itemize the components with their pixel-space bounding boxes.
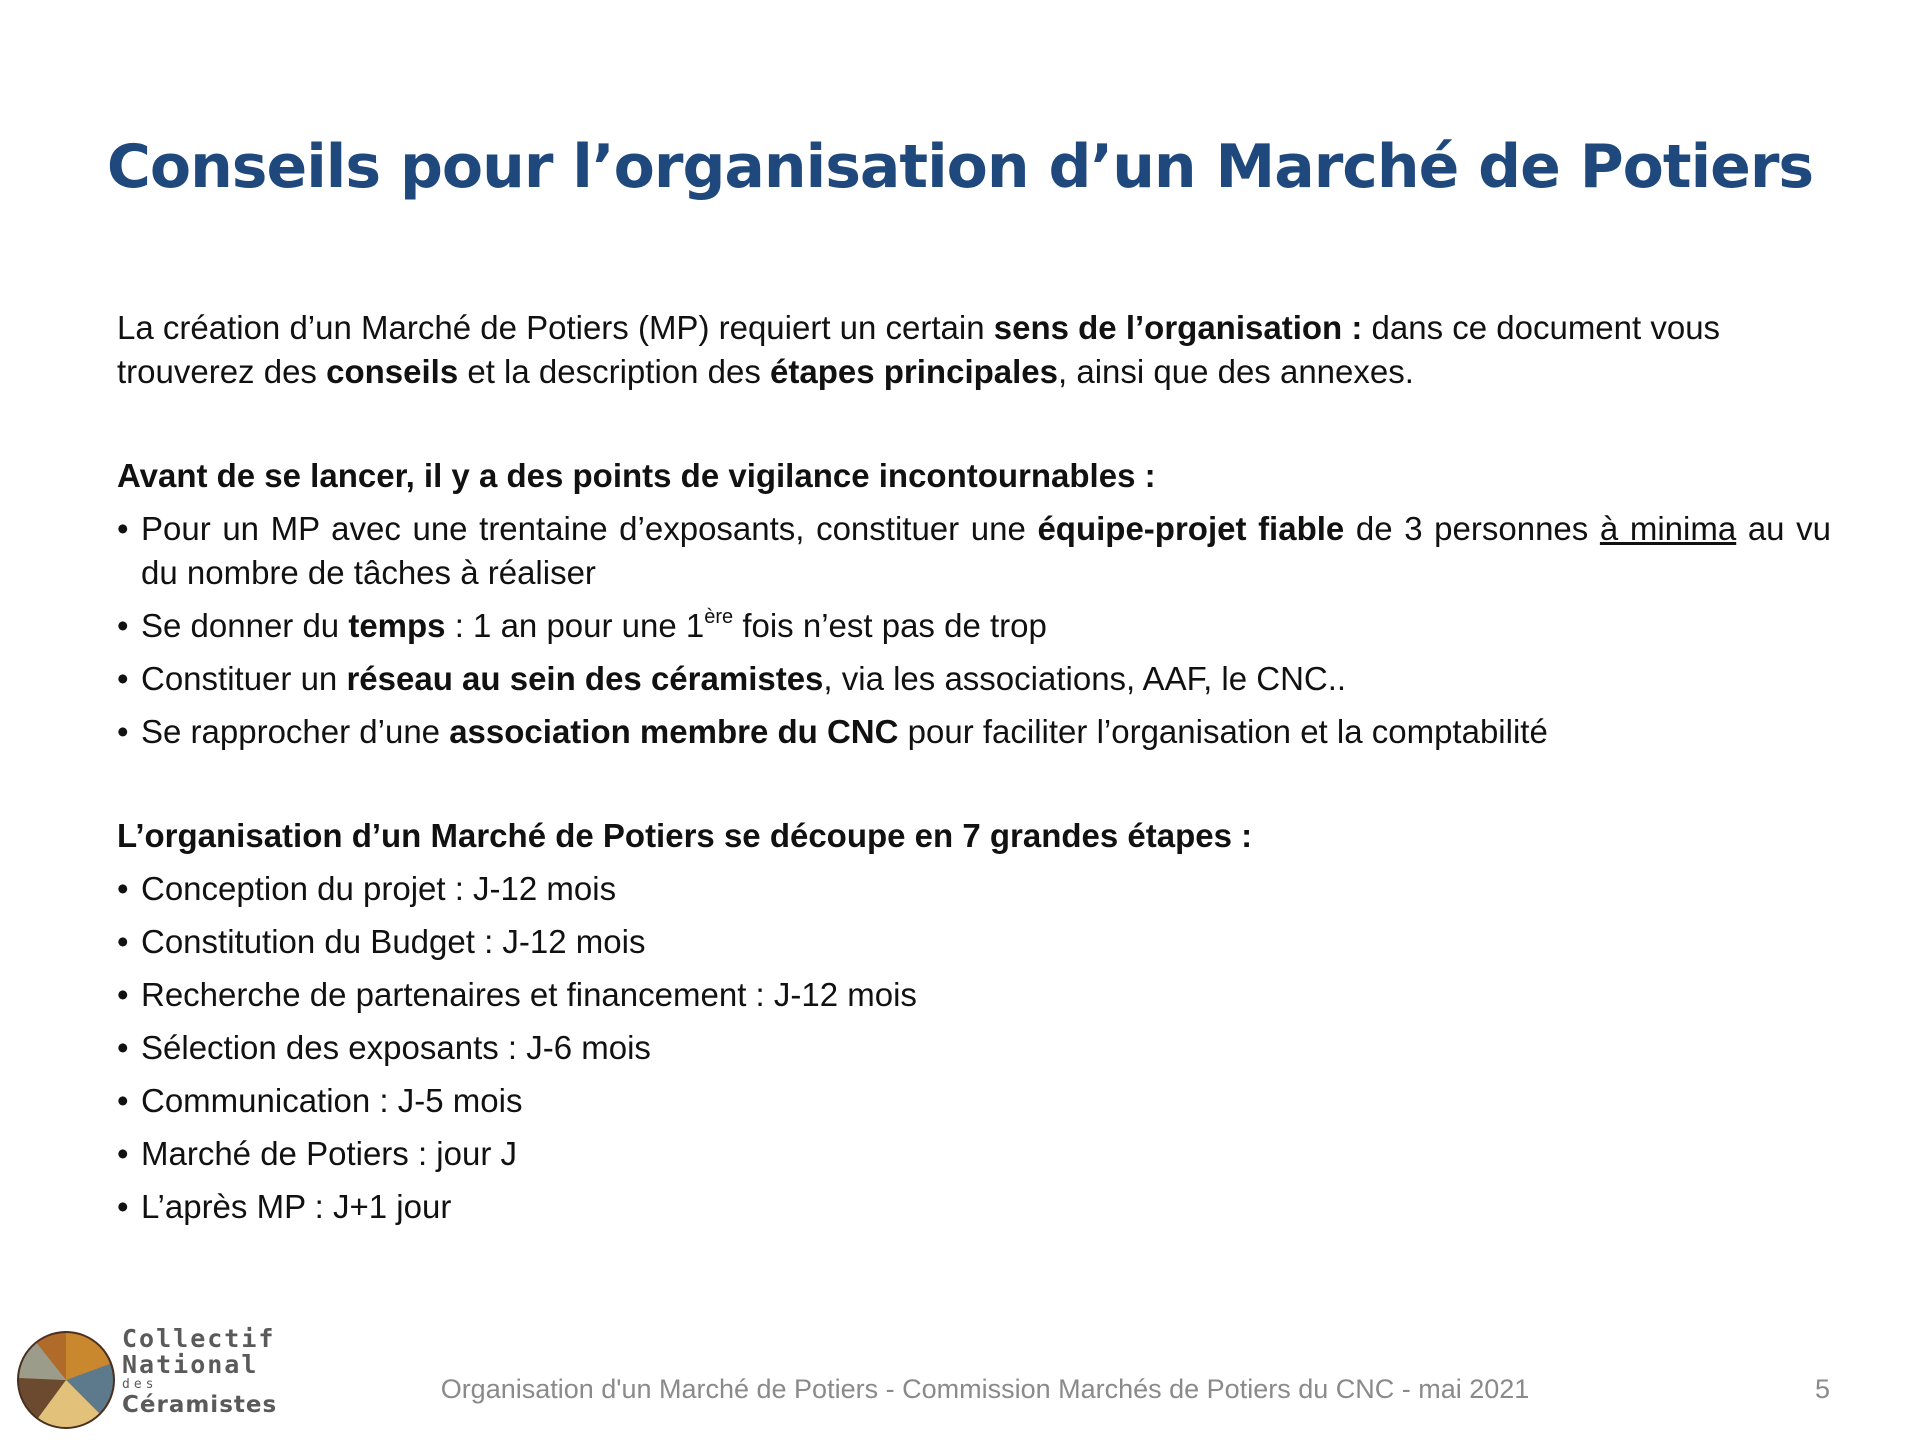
step-item: • Communication : J-5 mois	[117, 1079, 1831, 1123]
underlined-text: à minima	[1599, 510, 1737, 547]
vigilance-list	[117, 507, 1831, 754]
step-item: • Constitution du Budget : J-12 mois	[117, 920, 1831, 964]
step-item: • Sélection des exposants : J-6 mois	[117, 1026, 1831, 1070]
logo-text: Collectif National des Céramistes	[122, 1324, 278, 1418]
intro-text: et la description des	[458, 353, 771, 390]
intro-bold: sens de l’organisation :	[993, 309, 1363, 346]
step-item: • Recherche de partenaires et financement : J-12 mois	[117, 973, 1831, 1017]
page-title: Conseils pour l’organisation d’un Marché de Potiers	[106, 132, 1814, 202]
footer-text: Organisation d'un Marché de Potiers - Commission Marchés de Potiers du CNC - mai 2021	[440, 1374, 1530, 1404]
list-item: • Se rapprocher d’une association membre du CNC pour faciliter l’organisation et la comptabilité	[117, 710, 1831, 754]
intro-text: La création d’un Marché de Potiers (MP) requiert un certain	[117, 309, 994, 346]
intro-bold: étapes principales	[770, 353, 1058, 390]
vigilance-heading: Avant de se lancer, il y a des points de vigilance incontournables :	[117, 457, 1156, 494]
intro-paragraph	[117, 306, 1831, 394]
step-item: • Conception du projet : J-12 mois	[117, 867, 1831, 911]
step-item: • L’après MP : J+1 jour	[117, 1185, 1831, 1229]
ceramic-logo-icon	[14, 1318, 118, 1436]
intro-bold: conseils	[326, 353, 459, 390]
page-number: 5	[1814, 1374, 1830, 1404]
intro-text: , ainsi que des annexes.	[1058, 353, 1414, 390]
cnc-logo	[14, 1318, 278, 1436]
steps-heading: L’organisation d’un Marché de Potiers se découpe en 7 grandes étapes :	[117, 817, 1253, 854]
intro-text: dans ce document vous trouverez des	[117, 309, 1721, 390]
list-item: • Se donner du temps : 1 an pour une 1ère fois n’est pas de trop	[117, 604, 1831, 648]
superscript: ère	[704, 606, 734, 628]
step-item: • Marché de Potiers : jour J	[117, 1132, 1831, 1176]
list-item: • Pour un MP avec une trentaine d’exposants, constituer une équipe-projet fiable de 3 personnes à minima au vu du nombre de tâches à réaliser	[117, 507, 1831, 595]
steps-list	[117, 867, 1831, 1229]
slide-content	[117, 306, 1831, 1238]
list-item: • Constituer un réseau au sein des céramistes, via les associations, AAF, le CNC..	[117, 657, 1831, 701]
